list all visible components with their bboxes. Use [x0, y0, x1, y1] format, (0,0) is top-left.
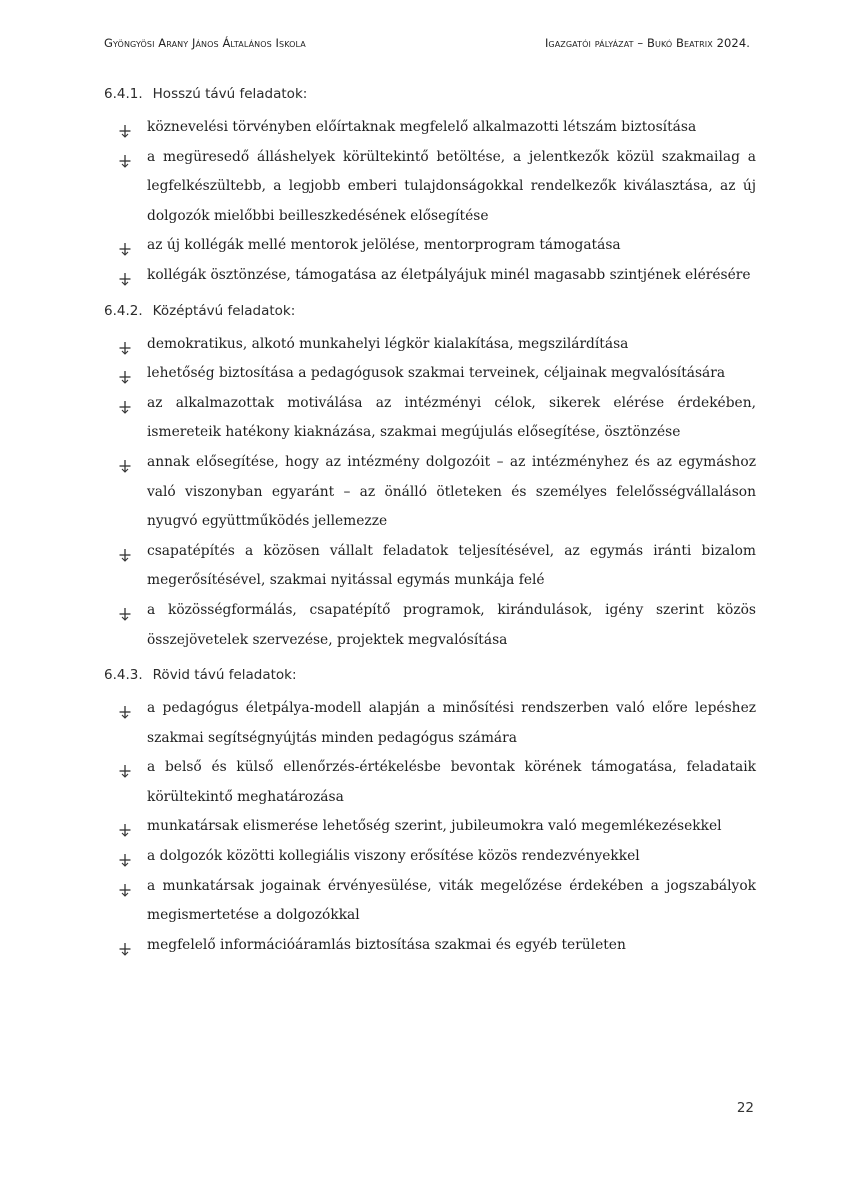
- list-item-text: az új kollégák mellé mentorok jelölése, mentorprogram támogatása: [147, 237, 621, 254]
- section-2: [104, 299, 756, 656]
- main-content: [104, 82, 756, 968]
- arrow-down-bullet-icon: [118, 544, 132, 558]
- list-item-text: csapatépítés a közösen vállalt feladatok teljesítésével, az egymás iránti bizalom megerősítésével, szakmai nyitással egymás munkája felé: [147, 542, 756, 589]
- arrow-down-bullet-icon: [118, 819, 132, 833]
- arrow-down-bullet-icon: [118, 238, 132, 252]
- list-item-text: a megüresedő álláshelyek körültekintő betöltése, a jelentkezők közül szakmailag a legfelkészültebb, a legjobb emberi tulajdonságokkal rendelkezők kiválasztása, az új dolgozók mielőbbi beilleszkedésének elősegítése: [147, 148, 756, 224]
- section-number: 6.4.2.: [104, 302, 143, 319]
- header-document-title: Igazgatói pályázat – Bukó Beatrix 2024.: [544, 36, 750, 50]
- page-number: 22: [736, 1100, 754, 1116]
- section-heading: [104, 299, 756, 323]
- task-list: [104, 330, 756, 656]
- arrow-down-bullet-icon: [118, 268, 132, 282]
- list-item: [104, 389, 756, 448]
- section-title-text: Középtávú feladatok:: [152, 302, 296, 319]
- section-heading: [104, 82, 756, 106]
- list-item-text: az alkalmazottak motiválása az intézményi célok, sikerek elérése érdekében, ismereteik hatékony kiaknázása, szakmai megújulás elősegítése, ösztönzése: [147, 394, 756, 441]
- list-item-text: köznevelési törvényben előírtaknak megfelelő alkalmazotti létszám biztosítása: [147, 119, 697, 135]
- arrow-down-bullet-icon: [118, 366, 132, 380]
- list-item: [104, 231, 756, 261]
- section-heading: [104, 663, 756, 687]
- arrow-down-bullet-icon: [118, 337, 132, 351]
- list-item: [104, 143, 756, 232]
- section-3: [104, 663, 756, 960]
- task-list: [104, 694, 756, 960]
- list-item: [104, 261, 756, 291]
- arrow-down-bullet-icon: [118, 760, 132, 774]
- list-item: [104, 842, 756, 872]
- arrow-down-bullet-icon: [118, 701, 132, 715]
- section-title-text: Hosszú távú feladatok:: [152, 86, 308, 102]
- list-item: [104, 596, 756, 655]
- list-item: [104, 330, 756, 360]
- list-item: [104, 537, 756, 596]
- section-number: 6.4.3.: [104, 667, 143, 684]
- header-school-name: Gyöngyösi Arany János Általános Iskola: [104, 36, 306, 50]
- list-item-text: munkatársak elismerése lehetőség szerint, jubileumokra való megemlékezésekkel: [147, 818, 722, 835]
- arrow-down-bullet-icon: [118, 150, 132, 164]
- page-header: [104, 36, 750, 56]
- list-item: [104, 113, 756, 143]
- arrow-down-bullet-icon: [118, 120, 132, 134]
- task-list: [104, 113, 756, 291]
- list-item: [104, 753, 756, 812]
- list-item-text: a közösségformálás, csapatépítő programok, kirándulások, igény szerint közös összejövetelek szervezése, projektek megvalósítása: [147, 601, 756, 648]
- list-item-text: a belső és külső ellenőrzés-értékelésbe bevontak körének támogatása, feladataik körültekintő meghatározása: [147, 759, 756, 805]
- list-item-text: lehetőség biztosítása a pedagógusok szakmai terveinek, céljainak megvalósítására: [147, 365, 726, 382]
- list-item: [104, 359, 756, 389]
- arrow-down-bullet-icon: [118, 603, 132, 617]
- list-item: [104, 931, 756, 961]
- list-item: [104, 812, 756, 842]
- arrow-down-bullet-icon: [118, 455, 132, 469]
- list-item-text: a pedagógus életpálya-modell alapján a minősítési rendszerben való előre lepéshez szakmai segítségnyújtás minden pedagógus számára: [147, 700, 756, 746]
- list-item: [104, 872, 756, 931]
- section-number: 6.4.1.: [104, 86, 143, 102]
- list-item-text: megfelelő információáramlás biztosítása szakmai és egyéb területen: [147, 936, 626, 953]
- list-item-text: annak elősegítése, hogy az intézmény dolgozóit – az intézményhez és az egymáshoz való viszonyban egyaránt – az önálló ötleteken és személyes felelősségvállaláson nyugvó együttműködés jellemezze: [147, 453, 756, 530]
- section-title-text: Rövid távú feladatok:: [152, 667, 297, 684]
- section-1: [104, 82, 756, 291]
- list-item-text: a munkatársak jogainak érvényesülése, viták megelőzése érdekében a jogszabályok megismertetése a dolgozókkal: [147, 877, 756, 924]
- list-item-text: demokratikus, alkotó munkahelyi légkör kialakítása, megszilárdítása: [147, 335, 629, 352]
- list-item-text: a dolgozók közötti kollegiális viszony erősítése közös rendezvényekkel: [147, 848, 640, 865]
- arrow-down-bullet-icon: [118, 879, 132, 893]
- arrow-down-bullet-icon: [118, 938, 132, 952]
- list-item-text: kollégák ösztönzése, támogatása az életpályájuk minél magasabb szintjének elérésére: [147, 266, 751, 283]
- list-item: [104, 694, 756, 753]
- arrow-down-bullet-icon: [118, 396, 132, 410]
- arrow-down-bullet-icon: [118, 849, 132, 863]
- list-item: [104, 448, 756, 537]
